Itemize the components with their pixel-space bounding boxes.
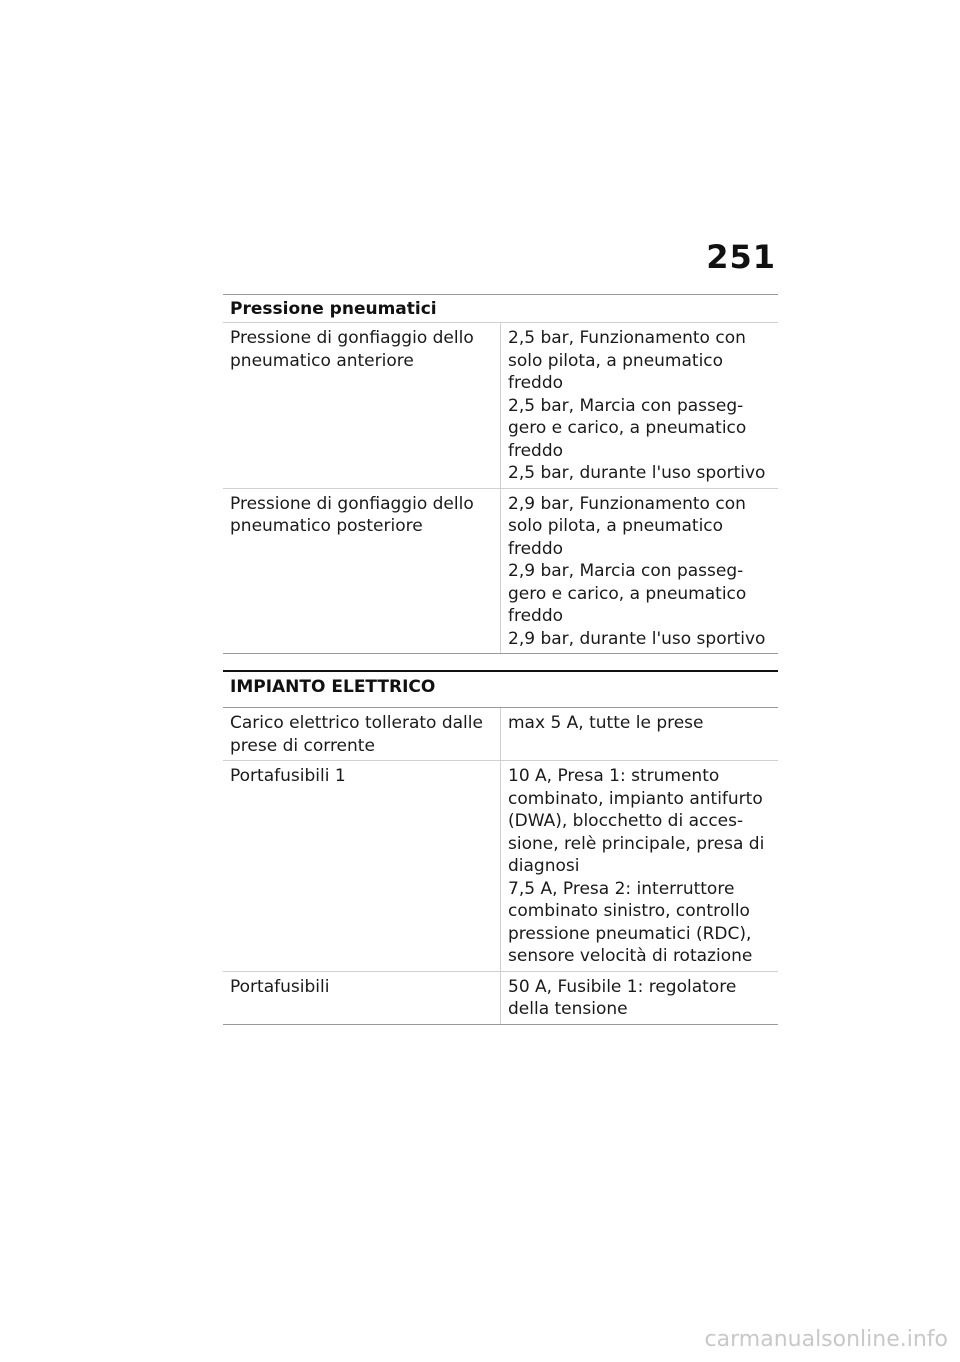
spec-label: Portafusibili xyxy=(223,971,501,1024)
page-number: 251 xyxy=(706,238,776,276)
table-row xyxy=(223,971,778,1024)
table-row xyxy=(223,323,778,488)
table-row xyxy=(223,761,778,972)
spec-value-line: 50 A, Fusibile 1: regolatore della tensione xyxy=(508,976,737,1019)
spec-content xyxy=(223,294,778,1025)
spec-value-line: 2,9 bar, durante l'uso sportivo xyxy=(508,628,766,649)
tyre-pressure-heading: Pressione pneumatici xyxy=(223,295,778,323)
tyre-pressure-table xyxy=(223,323,778,654)
table-row xyxy=(223,488,778,654)
spec-label: Portafusibili 1 xyxy=(223,761,501,972)
spec-value-line: max 5 A, tutte le prese xyxy=(508,713,704,733)
spec-value-line: 2,9 bar, Marcia con passeggero e carico, a pneumatico freddo xyxy=(508,561,747,626)
spec-value-line: 2,5 bar, Funzionamento con solo pilota, a pneumatico freddo xyxy=(508,328,746,393)
spec-label: Carico elettrico tollerato dalle prese di corrente xyxy=(223,708,501,761)
spec-value-line: 7,5 A, Presa 2: interruttore combinato sinistro, controllo pressione pneumatici (RDC), sensore velocità di rotazione xyxy=(508,878,753,966)
spec-value xyxy=(501,971,779,1024)
spec-value-line: 2,9 bar, Funzionamento con solo pilota, a pneumatico freddo xyxy=(508,493,746,559)
spec-label: Pressione di gonfiaggio dello pneumatico posteriore xyxy=(223,488,501,654)
spec-label: Pressione di gonfiaggio dello pneumatico anteriore xyxy=(223,323,501,488)
table-row xyxy=(223,708,778,761)
tyre-pressure-section xyxy=(223,294,778,654)
watermark: carmanualsonline.info xyxy=(704,1327,948,1352)
spec-value-line: 2,5 bar, Marcia con passeggero e carico, a pneumatico freddo xyxy=(508,395,747,461)
spec-value-line: 2,5 bar, durante l'uso sportivo xyxy=(508,463,766,483)
spec-value xyxy=(501,708,779,761)
spec-value xyxy=(501,323,779,488)
electrical-system-table xyxy=(223,708,778,1025)
electrical-system-heading: IMPIANTO ELETTRICO xyxy=(223,672,778,708)
spec-value xyxy=(501,761,779,972)
spec-value-line: 10 A, Presa 1: strumento combinato, impianto antifurto (DWA), blocchetto di accessione, relè principale, presa di diagnosi xyxy=(508,766,765,876)
spec-value xyxy=(501,488,779,654)
electrical-system-section xyxy=(223,670,778,1025)
